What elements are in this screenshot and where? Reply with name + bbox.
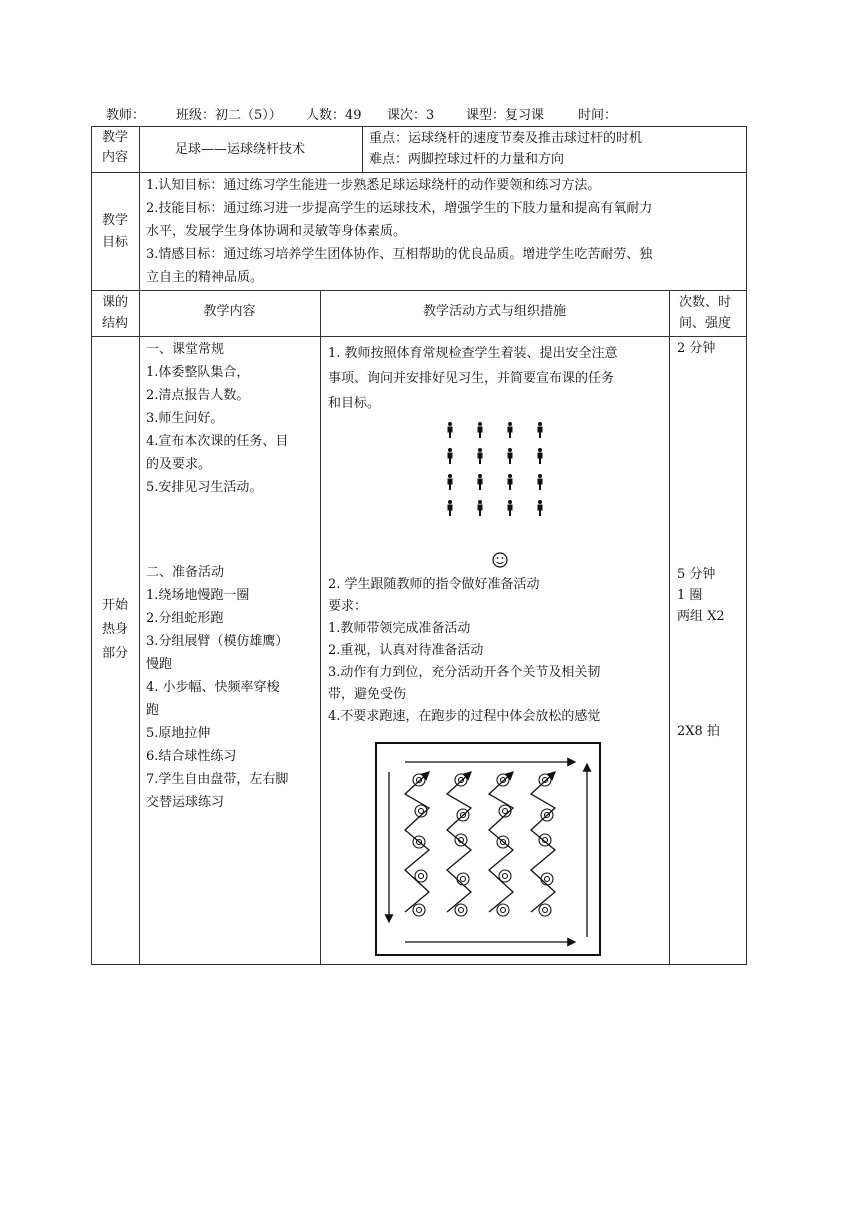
student-figure-icon: [478, 448, 483, 464]
content-header: 教学内容: [203, 304, 256, 319]
cone-icon: [455, 904, 467, 916]
student-figure-icon: [478, 474, 483, 490]
student-figure-icon: [538, 422, 543, 438]
student-figure-icon: [508, 500, 513, 516]
teacher-routine-text: 1. 教师按照体育常规检查学生着装、提出安全注意 事项、询问并安排好见习生，并简要宣布课的任务 和目标。: [328, 346, 618, 411]
time-header: 次数、时 间、强度: [679, 295, 732, 331]
time-warmup: 5 分钟 1 圈 两组 X2: [677, 567, 725, 624]
warmup-requirements: 2. 学生跟随教师的指令做好准备活动 要求： 1.教师带领完成准备活动 2.重视，认真对待准备活动 3.动作有力到位，充分活动开各个关节及相关韧 带，避免受伤 4.不要求跑速，在跑步的过程中体会放松的感觉: [328, 577, 601, 724]
cone-icon: [539, 904, 551, 916]
student-figure-icon: [478, 500, 483, 516]
difficulty-point: 难点：两脚控球过杆的力量和方向: [369, 152, 565, 167]
people-label: 人数：49: [306, 108, 362, 123]
student-figure-icon: [478, 422, 483, 438]
student-figure-icon: [508, 448, 513, 464]
content-row-label: 教学 内容: [101, 130, 128, 165]
student-figure-icon: [538, 474, 543, 490]
student-figure-icon: [538, 500, 543, 516]
activity-header: 教学活动方式与组织措施: [422, 304, 566, 319]
cone-icon: [413, 904, 425, 916]
cone-icon: [457, 873, 469, 885]
student-figure-icon: [448, 422, 453, 438]
cone-icon: [497, 904, 509, 916]
time-routine: 2 分钟: [677, 341, 716, 356]
lesson-type-label: 课型：复习课: [466, 108, 545, 123]
cone-icon: [455, 834, 467, 846]
structure-header: 课的 结构: [101, 295, 128, 331]
student-figure-icon: [508, 422, 513, 438]
formation-diagram: [440, 418, 560, 570]
warmup-activity-list: 二、准备活动 1.绕场地慢跑一圈 2.分组蛇形跑 3.分组展臂（模仿雄鹰） 慢跑 4. 小步幅、快频率穿梭 跑 5.原地拉伸 6.结合球性练习 7.学生自由盘带，左右脚 交替运球练习: [146, 565, 289, 810]
teacher-smiley-icon: [493, 553, 507, 567]
student-figure-icon: [448, 448, 453, 464]
student-figure-icon: [448, 474, 453, 490]
student-figure-icon: [538, 448, 543, 464]
student-figure-icon: [448, 500, 453, 516]
warmup-section-label: 开始 热身 部分: [101, 598, 128, 661]
cone-icon: [541, 873, 553, 885]
lesson-topic: 足球——运球绕杆技术: [175, 142, 306, 157]
class-label: 班级：初二（5））: [176, 108, 282, 123]
time-stretch: 2X8 拍: [677, 724, 720, 739]
dribbling-field-diagram: [375, 742, 601, 956]
classroom-routine-list: 一、课堂常规 1.体委整队集合， 2.清点报告人数。 3.师生问好。 4.宣布本次课的任务、目 的及要求。 5.安排见习生活动。: [146, 342, 289, 495]
session-label: 课次：3: [387, 108, 435, 123]
cone-icon: [539, 834, 551, 846]
teacher-label: 教师：: [106, 108, 146, 123]
student-figure-icon: [508, 474, 513, 490]
objectives-row-label: 教学 目标: [101, 213, 128, 250]
objectives-text: 1.认知目标：通过练习学生能进一步熟悉足球运球绕杆的动作要领和练习方法。 2.技能目标：通过练习进一步提高学生的运球技术，增强学生的下肢力量和提高有氧耐力 水平，发展学生身体协调和灵敏等身体素质。 3.情感目标：通过练习培养学生团体协作、互相帮助的优良品质。增进学生吃苦耐劳、独 立自主的精神品质。: [146, 178, 653, 285]
key-point: 重点：运球绕杆的速度节奏及推击球过杆的时机: [369, 131, 643, 146]
time-label: 时间：: [578, 108, 618, 123]
